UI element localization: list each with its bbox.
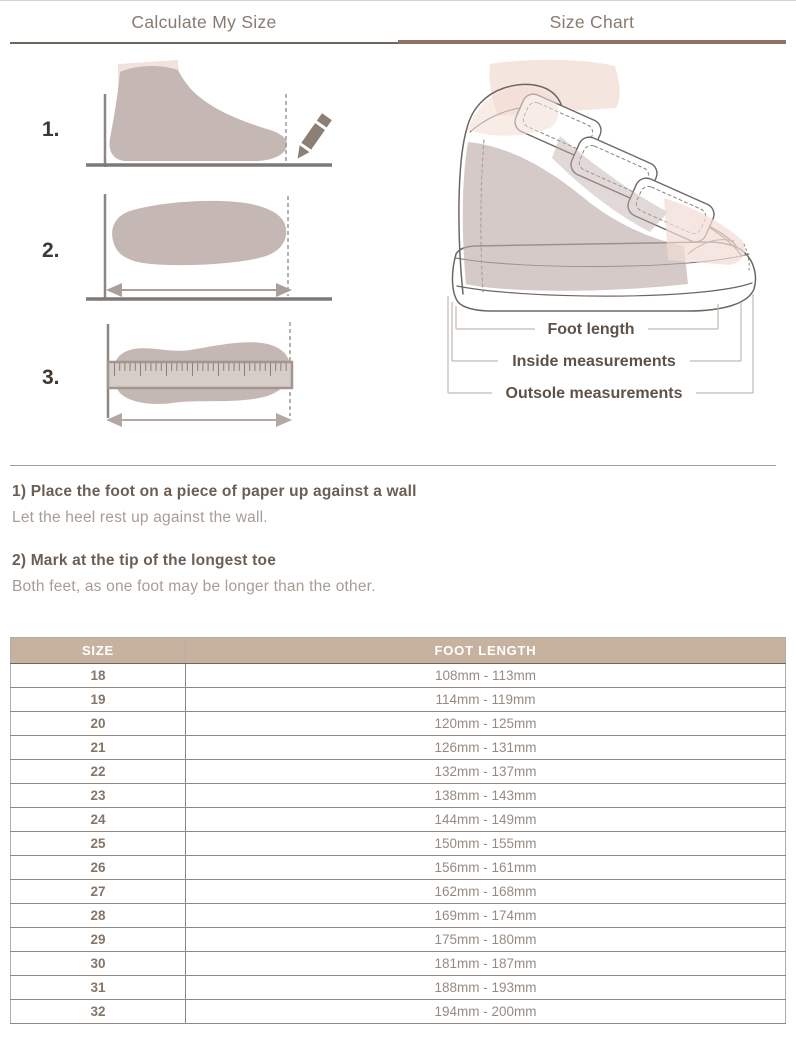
instruction-2-body: Both feet, as one foot may be longer than the other. [12, 578, 376, 595]
table-row [11, 808, 786, 832]
table-row [11, 712, 786, 736]
size-cell: 27 [11, 880, 186, 904]
page-top-border [0, 0, 796, 1]
tab-size-chart[interactable]: Size Chart [398, 2, 786, 44]
foot-length-cell: 181mm - 187mm [186, 952, 786, 976]
instruction-1-title: 1) Place the foot on a piece of paper up against a wall [12, 483, 417, 500]
size-cell: 21 [11, 736, 186, 760]
size-cell: 19 [11, 688, 186, 712]
step1-figure [42, 60, 332, 167]
table-row [11, 664, 786, 688]
table-row [11, 904, 786, 928]
column-header-size: SIZE [11, 638, 186, 664]
outsole-measurements-label: Outsole measurements [505, 385, 683, 402]
step2-number: 2. [42, 239, 60, 262]
size-cell: 25 [11, 832, 186, 856]
foot-length-label: Foot length [547, 321, 635, 338]
foot-length-cell: 132mm - 137mm [186, 760, 786, 784]
foot-length-cell: 150mm - 155mm [186, 832, 786, 856]
size-cell: 31 [11, 976, 186, 1000]
table-row [11, 856, 786, 880]
table-row [11, 736, 786, 760]
step2-measure-arrow [106, 283, 292, 297]
size-cell: 28 [11, 904, 186, 928]
step3-figure [42, 322, 292, 427]
foot-length-cell: 156mm - 161mm [186, 856, 786, 880]
table-row [11, 880, 786, 904]
table-row [11, 928, 786, 952]
section-divider [10, 465, 776, 466]
table-row [11, 760, 786, 784]
foot-length-cell: 108mm - 113mm [186, 664, 786, 688]
measurement-illustration [0, 46, 796, 466]
measuring-instructions [12, 483, 612, 621]
ruler-icon [108, 362, 292, 388]
foot-length-cell: 144mm - 149mm [186, 808, 786, 832]
shoe-illustration [452, 60, 755, 311]
step2-figure [42, 194, 332, 299]
column-header-foot-length: FOOT LENGTH [186, 638, 786, 664]
foot-length-cell: 138mm - 143mm [186, 784, 786, 808]
instruction-2-title: 2) Mark at the tip of the longest toe [12, 552, 277, 569]
foot-length-cell: 169mm - 174mm [186, 904, 786, 928]
foot-length-cell: 126mm - 131mm [186, 736, 786, 760]
size-cell: 22 [11, 760, 186, 784]
table-header-row [11, 638, 786, 664]
table-row-partial [11, 1024, 786, 1048]
table-row [11, 952, 786, 976]
table-row [11, 784, 786, 808]
table-row [11, 976, 786, 1000]
size-cell: 30 [11, 952, 186, 976]
table-row [11, 1000, 786, 1024]
foot-length-cell: 120mm - 125mm [186, 712, 786, 736]
tab-calculate-my-size[interactable]: Calculate My Size [10, 2, 398, 44]
size-cell: 32 [11, 1000, 186, 1024]
size-cell: 18 [11, 664, 186, 688]
inside-measurements-label: Inside measurements [512, 353, 676, 370]
size-cell: 20 [11, 712, 186, 736]
foot-length-cell: 162mm - 168mm [186, 880, 786, 904]
foot-length-cell: 194mm - 200mm [186, 1000, 786, 1024]
table-row [11, 832, 786, 856]
step1-number: 1. [42, 118, 60, 141]
size-cell: 29 [11, 928, 186, 952]
measurement-illustration-svg [0, 46, 796, 466]
size-cell: 26 [11, 856, 186, 880]
foot-length-cell: 114mm - 119mm [186, 688, 786, 712]
step3-measure-arrow [106, 413, 292, 427]
tab-bar [10, 2, 786, 44]
size-chart-table [10, 637, 786, 1048]
table-row [11, 688, 786, 712]
step3-number: 3. [42, 366, 60, 389]
foot-length-cell: 188mm - 193mm [186, 976, 786, 1000]
foot-length-cell: 175mm - 180mm [186, 928, 786, 952]
size-cell: 24 [11, 808, 186, 832]
size-cell: 23 [11, 784, 186, 808]
pencil-icon [293, 113, 332, 162]
instruction-1-body: Let the heel rest up against the wall. [12, 509, 268, 526]
